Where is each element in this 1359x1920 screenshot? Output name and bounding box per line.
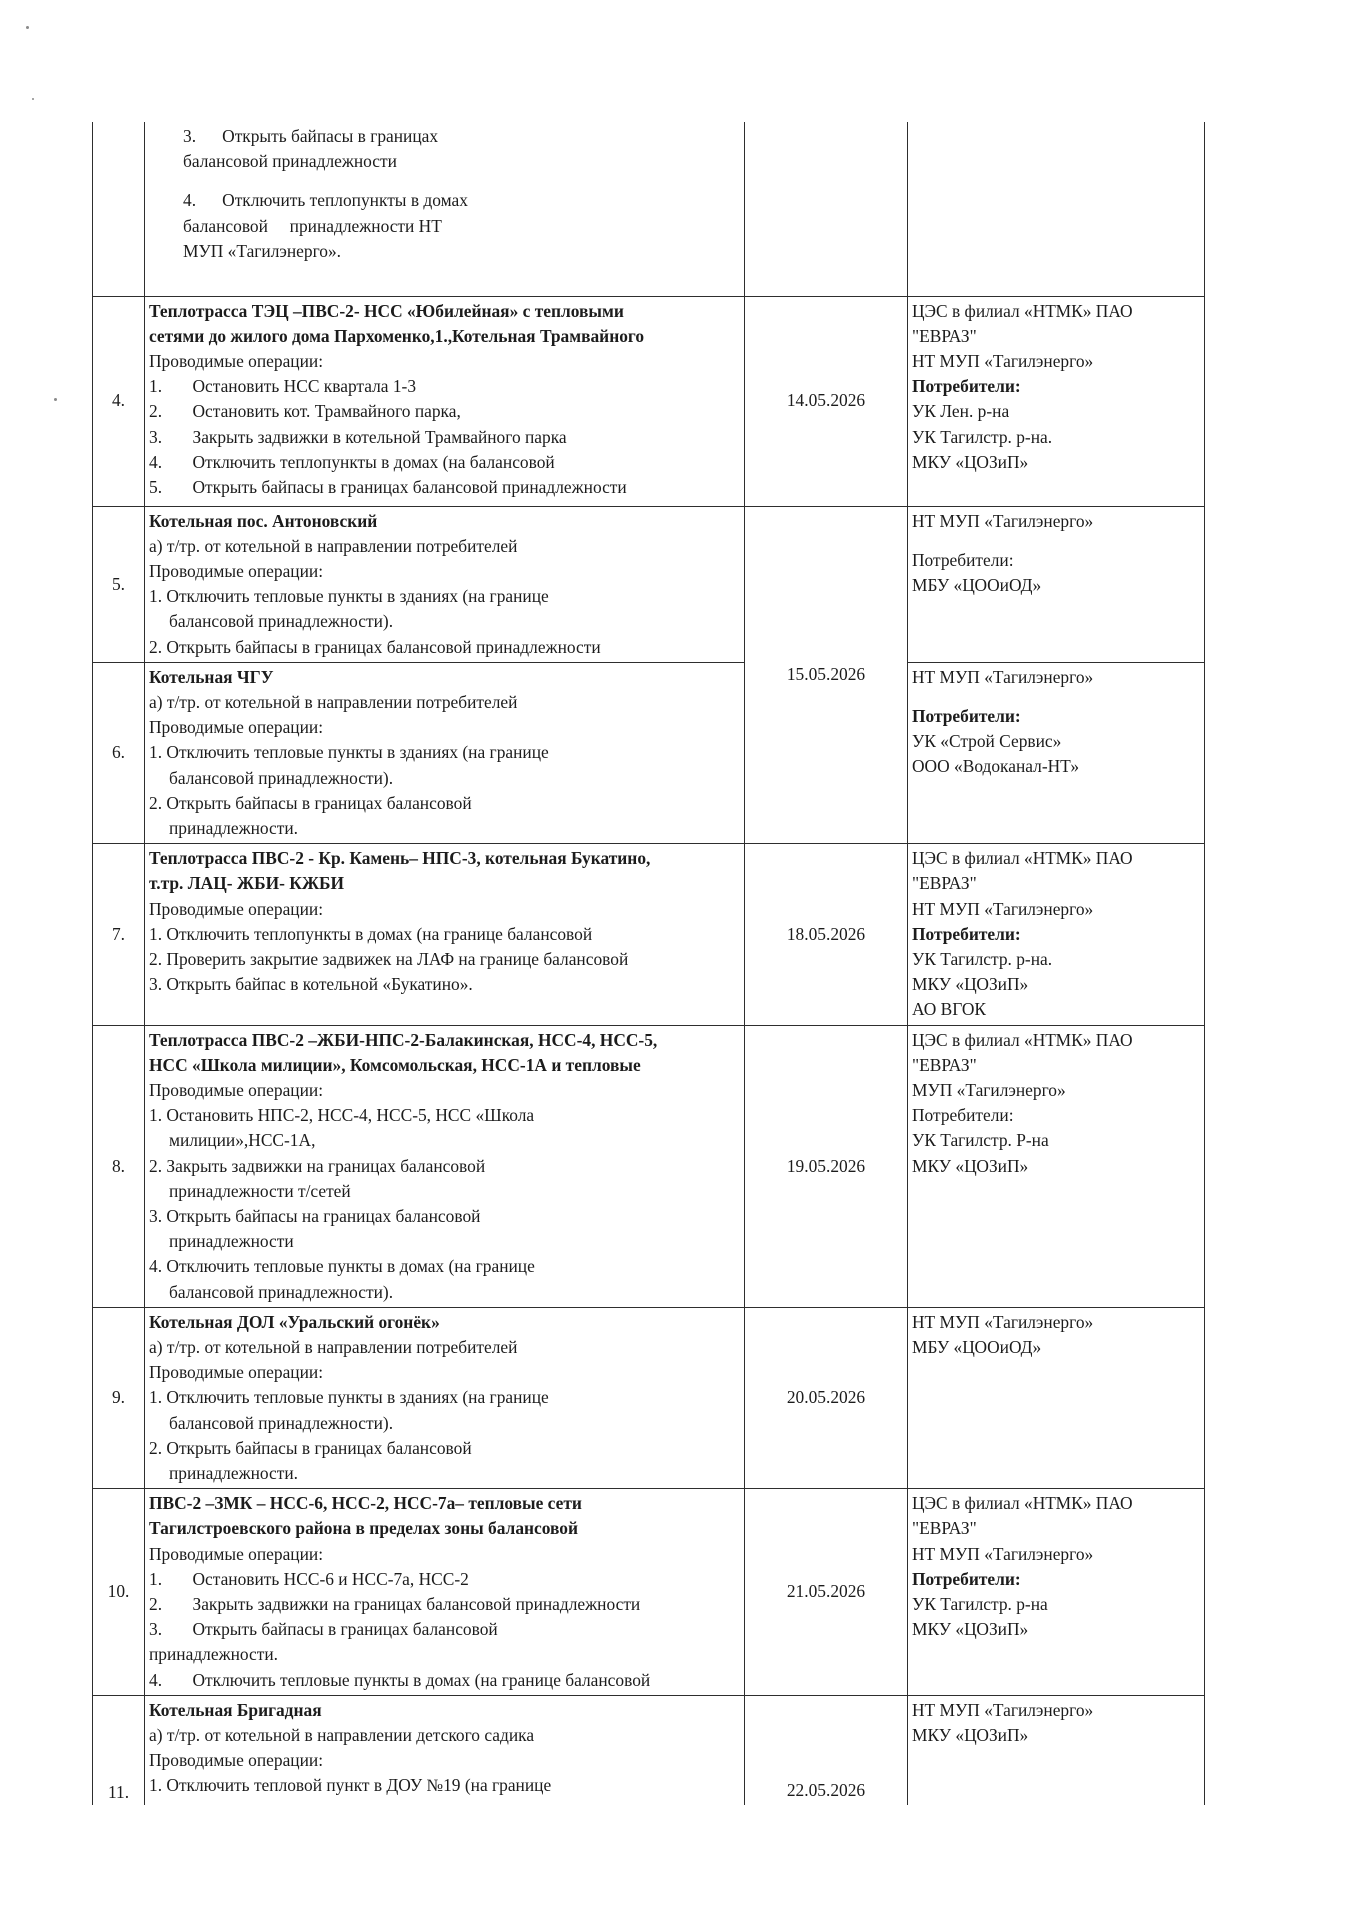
row-number	[93, 122, 145, 296]
organizations-cell	[908, 1695, 1205, 1805]
text-line: МКУ «ЦОЗиП»	[912, 1725, 1029, 1746]
text-line: 4. Отключить теплопункты в домах	[183, 190, 468, 211]
table-row	[93, 844, 1205, 1025]
row-number: 4.	[93, 296, 145, 506]
text-line: 1. Остановить НПС-2, НСС-4, НСС-5, НСС «Школа	[149, 1105, 535, 1126]
line-spacer	[151, 174, 740, 188]
operations-cell	[145, 1307, 745, 1488]
row-number: 11.	[93, 1695, 145, 1805]
text-line: 1. Отключить тепловые пункты в зданиях (на границе	[149, 586, 549, 607]
date-cell: 20.05.2026	[745, 1307, 908, 1488]
section-heading-line: сетями до жилого дома Пархоменко,1.,Котельная Трамвайного	[149, 325, 645, 346]
text-line: 2. Закрыть задвижки на границах балансовой	[149, 1155, 486, 1176]
section-heading-line: Теплотрасса ПВС-2 - Кр. Камень– НПС-3, котельная Букатино,	[149, 848, 651, 869]
text-line: МБУ «ЦООиОД»	[912, 1337, 1042, 1357]
text-line: НТ МУП «Тагилэнерго»	[912, 666, 1094, 687]
text-line: Проводимые операции:	[149, 350, 324, 371]
date-cell	[745, 122, 908, 296]
scan-speck	[54, 398, 57, 401]
text-line: 2. Закрыть задвижки на границах балансовой принадлежности	[149, 1594, 641, 1615]
text-line: 4. Отключить теплопункты в домах (на балансовой	[149, 451, 555, 472]
table-row	[93, 1025, 1205, 1307]
row-number: 9.	[93, 1307, 145, 1488]
text-line: УК «Строй Сервис»	[912, 731, 1062, 752]
text-line: принадлежности.	[149, 1644, 279, 1665]
text-line: ЦЭС в филиал «НТМК» ПАО	[912, 300, 1133, 321]
text-line: НТ МУП «Тагилэнерго»	[912, 350, 1094, 371]
text-line: Проводимые операции:	[149, 560, 324, 581]
text-line: а) т/тр. от котельной в направлении потребителей	[149, 535, 518, 556]
shutdown-schedule-table	[92, 122, 1205, 1805]
operations-cell	[145, 122, 745, 296]
text-line: УК Тагилстр. р-на.	[912, 948, 1053, 969]
text-line: МУП «Тагилэнерго».	[183, 240, 342, 261]
section-heading-line: Котельная ДОЛ «Уральский огонёк»	[149, 1311, 440, 1332]
text-line: ЦЭС в филиал «НТМК» ПАО	[912, 1029, 1133, 1050]
text-line: 3. Открыть байпас в котельной «Букатино».	[149, 974, 473, 995]
section-heading-line: ПВС-2 –ЗМК – НСС-6, НСС-2, НСС-7а– тепловые сети	[149, 1493, 582, 1514]
text-line: а) т/тр. от котельной в направлении потребителей	[149, 691, 518, 712]
section-heading-line: Теплотрасса ТЭЦ –ПВС-2- НСС «Юбилейная» с тепловыми	[149, 300, 624, 321]
text-line: Проводимые операции:	[149, 1543, 324, 1564]
text-line: 2. Открыть байпасы в границах балансовой	[149, 1437, 472, 1458]
row-number: 6.	[93, 662, 145, 843]
table-row	[93, 296, 1205, 506]
text-line: "ЕВРАЗ"	[912, 325, 977, 346]
text-line: УК Лен. р-на	[912, 401, 1010, 422]
scan-speck	[26, 26, 29, 29]
organizations-cell	[908, 122, 1205, 296]
section-heading-line: Потребители:	[912, 705, 1021, 726]
text-line: НТ МУП «Тагилэнерго»	[912, 1699, 1094, 1720]
text-line: 3. Закрыть задвижки в котельной Трамвайного парка	[149, 426, 567, 447]
text-line: Потребители:	[912, 1105, 1014, 1126]
text-line: НТ МУП «Тагилэнерго»	[912, 1543, 1094, 1564]
text-line: принадлежности.	[169, 1463, 299, 1484]
text-line: балансовой принадлежности).	[169, 1412, 394, 1433]
text-line: балансовой принадлежности	[183, 151, 397, 172]
table-row	[93, 1489, 1205, 1696]
date-cell: 21.05.2026	[745, 1489, 908, 1696]
row-number: 5.	[93, 506, 145, 662]
scan-speck	[32, 98, 34, 100]
text-line: Проводимые операции:	[149, 1750, 324, 1771]
text-line: МКУ «ЦОЗиП»	[912, 1619, 1029, 1640]
text-line: 3. Открыть байпасы в границах балансовой	[149, 1619, 498, 1640]
operations-cell	[145, 844, 745, 1025]
section-heading-line: Потребители:	[912, 923, 1021, 944]
date-cell: 22.05.2026	[745, 1695, 908, 1805]
text-line: 2. Остановить кот. Трамвайного парка,	[149, 401, 461, 422]
organizations-cell	[908, 506, 1205, 662]
table-row	[93, 1695, 1205, 1805]
text-line: Проводимые операции:	[149, 1362, 324, 1383]
row-number: 8.	[93, 1025, 145, 1307]
text-line: балансовой принадлежности).	[169, 611, 394, 632]
text-line: а) т/тр. от котельной в направлении детского садика	[149, 1725, 535, 1746]
date-cell: 18.05.2026	[745, 844, 908, 1025]
organizations-cell	[908, 844, 1205, 1025]
text-line: принадлежности.	[169, 817, 299, 838]
operations-cell	[145, 1695, 745, 1805]
text-line: 1. Отключить теплопункты в домах (на границе балансовой	[149, 923, 593, 944]
text-line: "ЕВРАЗ"	[912, 1518, 977, 1539]
date-cell: 19.05.2026	[745, 1025, 908, 1307]
section-heading-line: Котельная пос. Антоновский	[149, 510, 378, 531]
text-line: милиции»,НСС-1А,	[169, 1130, 316, 1151]
operations-cell	[145, 662, 745, 843]
section-heading-line: НСС «Школа милиции», Комсомольская, НСС-1А и тепловые	[149, 1054, 641, 1075]
text-line: 2. Проверить закрытие задвижек на ЛАФ на границе балансовой	[149, 948, 629, 969]
date-cell: 14.05.2026	[745, 296, 908, 506]
text-line: УК Тагилстр. Р-на	[912, 1130, 1049, 1151]
operations-cell	[145, 1489, 745, 1696]
text-line: 5. Открыть байпасы в границах балансовой принадлежности	[149, 476, 627, 497]
text-line: МУП «Тагилэнерго»	[912, 1079, 1066, 1100]
text-line: "ЕВРАЗ"	[912, 1054, 977, 1075]
text-line: а) т/тр. от котельной в направлении потребителей	[149, 1337, 518, 1357]
text-line: 4. Отключить тепловые пункты в домах (на границе балансовой	[149, 1669, 651, 1690]
text-line: балансовой принадлежности НТ	[183, 215, 442, 236]
section-heading-line: Потребители:	[912, 1568, 1021, 1589]
text-line: 1. Отключить тепловой пункт в ДОУ №19 (на границе	[149, 1775, 552, 1796]
text-line: 1. Остановить НСС-6 и НСС-7а, НСС-2	[149, 1568, 469, 1589]
text-line: балансовой принадлежности).	[169, 1281, 394, 1302]
text-line: НТ МУП «Тагилэнерго»	[912, 1311, 1094, 1332]
text-line: 1. Остановить НСС квартала 1-3	[149, 376, 417, 397]
text-line: ЦЭС в филиал «НТМК» ПАО	[912, 1493, 1133, 1514]
table-row	[93, 506, 1205, 662]
table-row	[93, 122, 1205, 296]
line-spacer	[912, 534, 1200, 548]
organizations-cell	[908, 1025, 1205, 1307]
text-line: АО ВГОК	[912, 999, 986, 1020]
text-line: ООО «Водоканал-НТ»	[912, 756, 1080, 777]
operations-cell	[145, 506, 745, 662]
text-line: 1. Отключить тепловые пункты в зданиях (на границе	[149, 1387, 549, 1408]
text-line: МБУ «ЦООиОД»	[912, 574, 1042, 595]
text-line: 2. Открыть байпасы в границах балансовой принадлежности	[149, 636, 601, 657]
table-row	[93, 662, 1205, 843]
section-heading-line: Котельная Бригадная	[149, 1699, 322, 1720]
text-line: 1. Отключить тепловые пункты в зданиях (на границе	[149, 742, 549, 763]
operations-cell	[145, 296, 745, 506]
text-line: 3. Открыть байпасы на границах балансовой	[149, 1205, 481, 1226]
date-cell: 15.05.2026	[745, 506, 908, 844]
text-line: НТ МУП «Тагилэнерго»	[912, 510, 1094, 531]
text-line: Проводимые операции:	[149, 1079, 324, 1100]
text-line: ЦЭС в филиал «НТМК» ПАО	[912, 848, 1133, 869]
section-heading-line: Тагилстроевского района в пределах зоны балансовой	[149, 1518, 578, 1539]
organizations-cell	[908, 662, 1205, 843]
text-line: Проводимые операции:	[149, 717, 324, 738]
row-number: 7.	[93, 844, 145, 1025]
organizations-cell	[908, 1489, 1205, 1696]
organizations-cell	[908, 296, 1205, 506]
text-line: принадлежности т/сетей	[169, 1180, 351, 1201]
text-line: МКУ «ЦОЗиП»	[912, 974, 1029, 995]
section-heading-line: т.тр. ЛАЦ- ЖБИ- КЖБИ	[149, 873, 345, 894]
section-heading-line: Потребители:	[912, 376, 1021, 397]
text-line: 3. Открыть байпасы в границах	[183, 126, 439, 146]
organizations-cell	[908, 1307, 1205, 1488]
operations-cell	[145, 1025, 745, 1307]
text-line: Проводимые операции:	[149, 898, 324, 919]
line-spacer	[912, 690, 1200, 704]
text-line: УК Тагилстр. р-на	[912, 1594, 1048, 1615]
text-line: принадлежности	[169, 1231, 294, 1252]
text-line: 4. Отключить тепловые пункты в домах (на границе	[149, 1256, 535, 1277]
text-line: МКУ «ЦОЗиП»	[912, 451, 1029, 472]
text-line: МКУ «ЦОЗиП»	[912, 1155, 1029, 1176]
table-row	[93, 1307, 1205, 1488]
text-line: балансовой принадлежности).	[169, 767, 394, 788]
section-heading-line: Теплотрасса ПВС-2 –ЖБИ-НПС-2-Балакинская, НСС-4, НСС-5,	[149, 1029, 658, 1050]
text-line: 2. Открыть байпасы в границах балансовой	[149, 792, 472, 813]
text-line: УК Тагилстр. р-на.	[912, 426, 1053, 447]
text-line: "ЕВРАЗ"	[912, 873, 977, 894]
section-heading-line: Котельная ЧГУ	[149, 666, 274, 687]
text-line: Потребители:	[912, 549, 1014, 570]
text-line: НТ МУП «Тагилэнерго»	[912, 898, 1094, 919]
row-number: 10.	[93, 1489, 145, 1696]
